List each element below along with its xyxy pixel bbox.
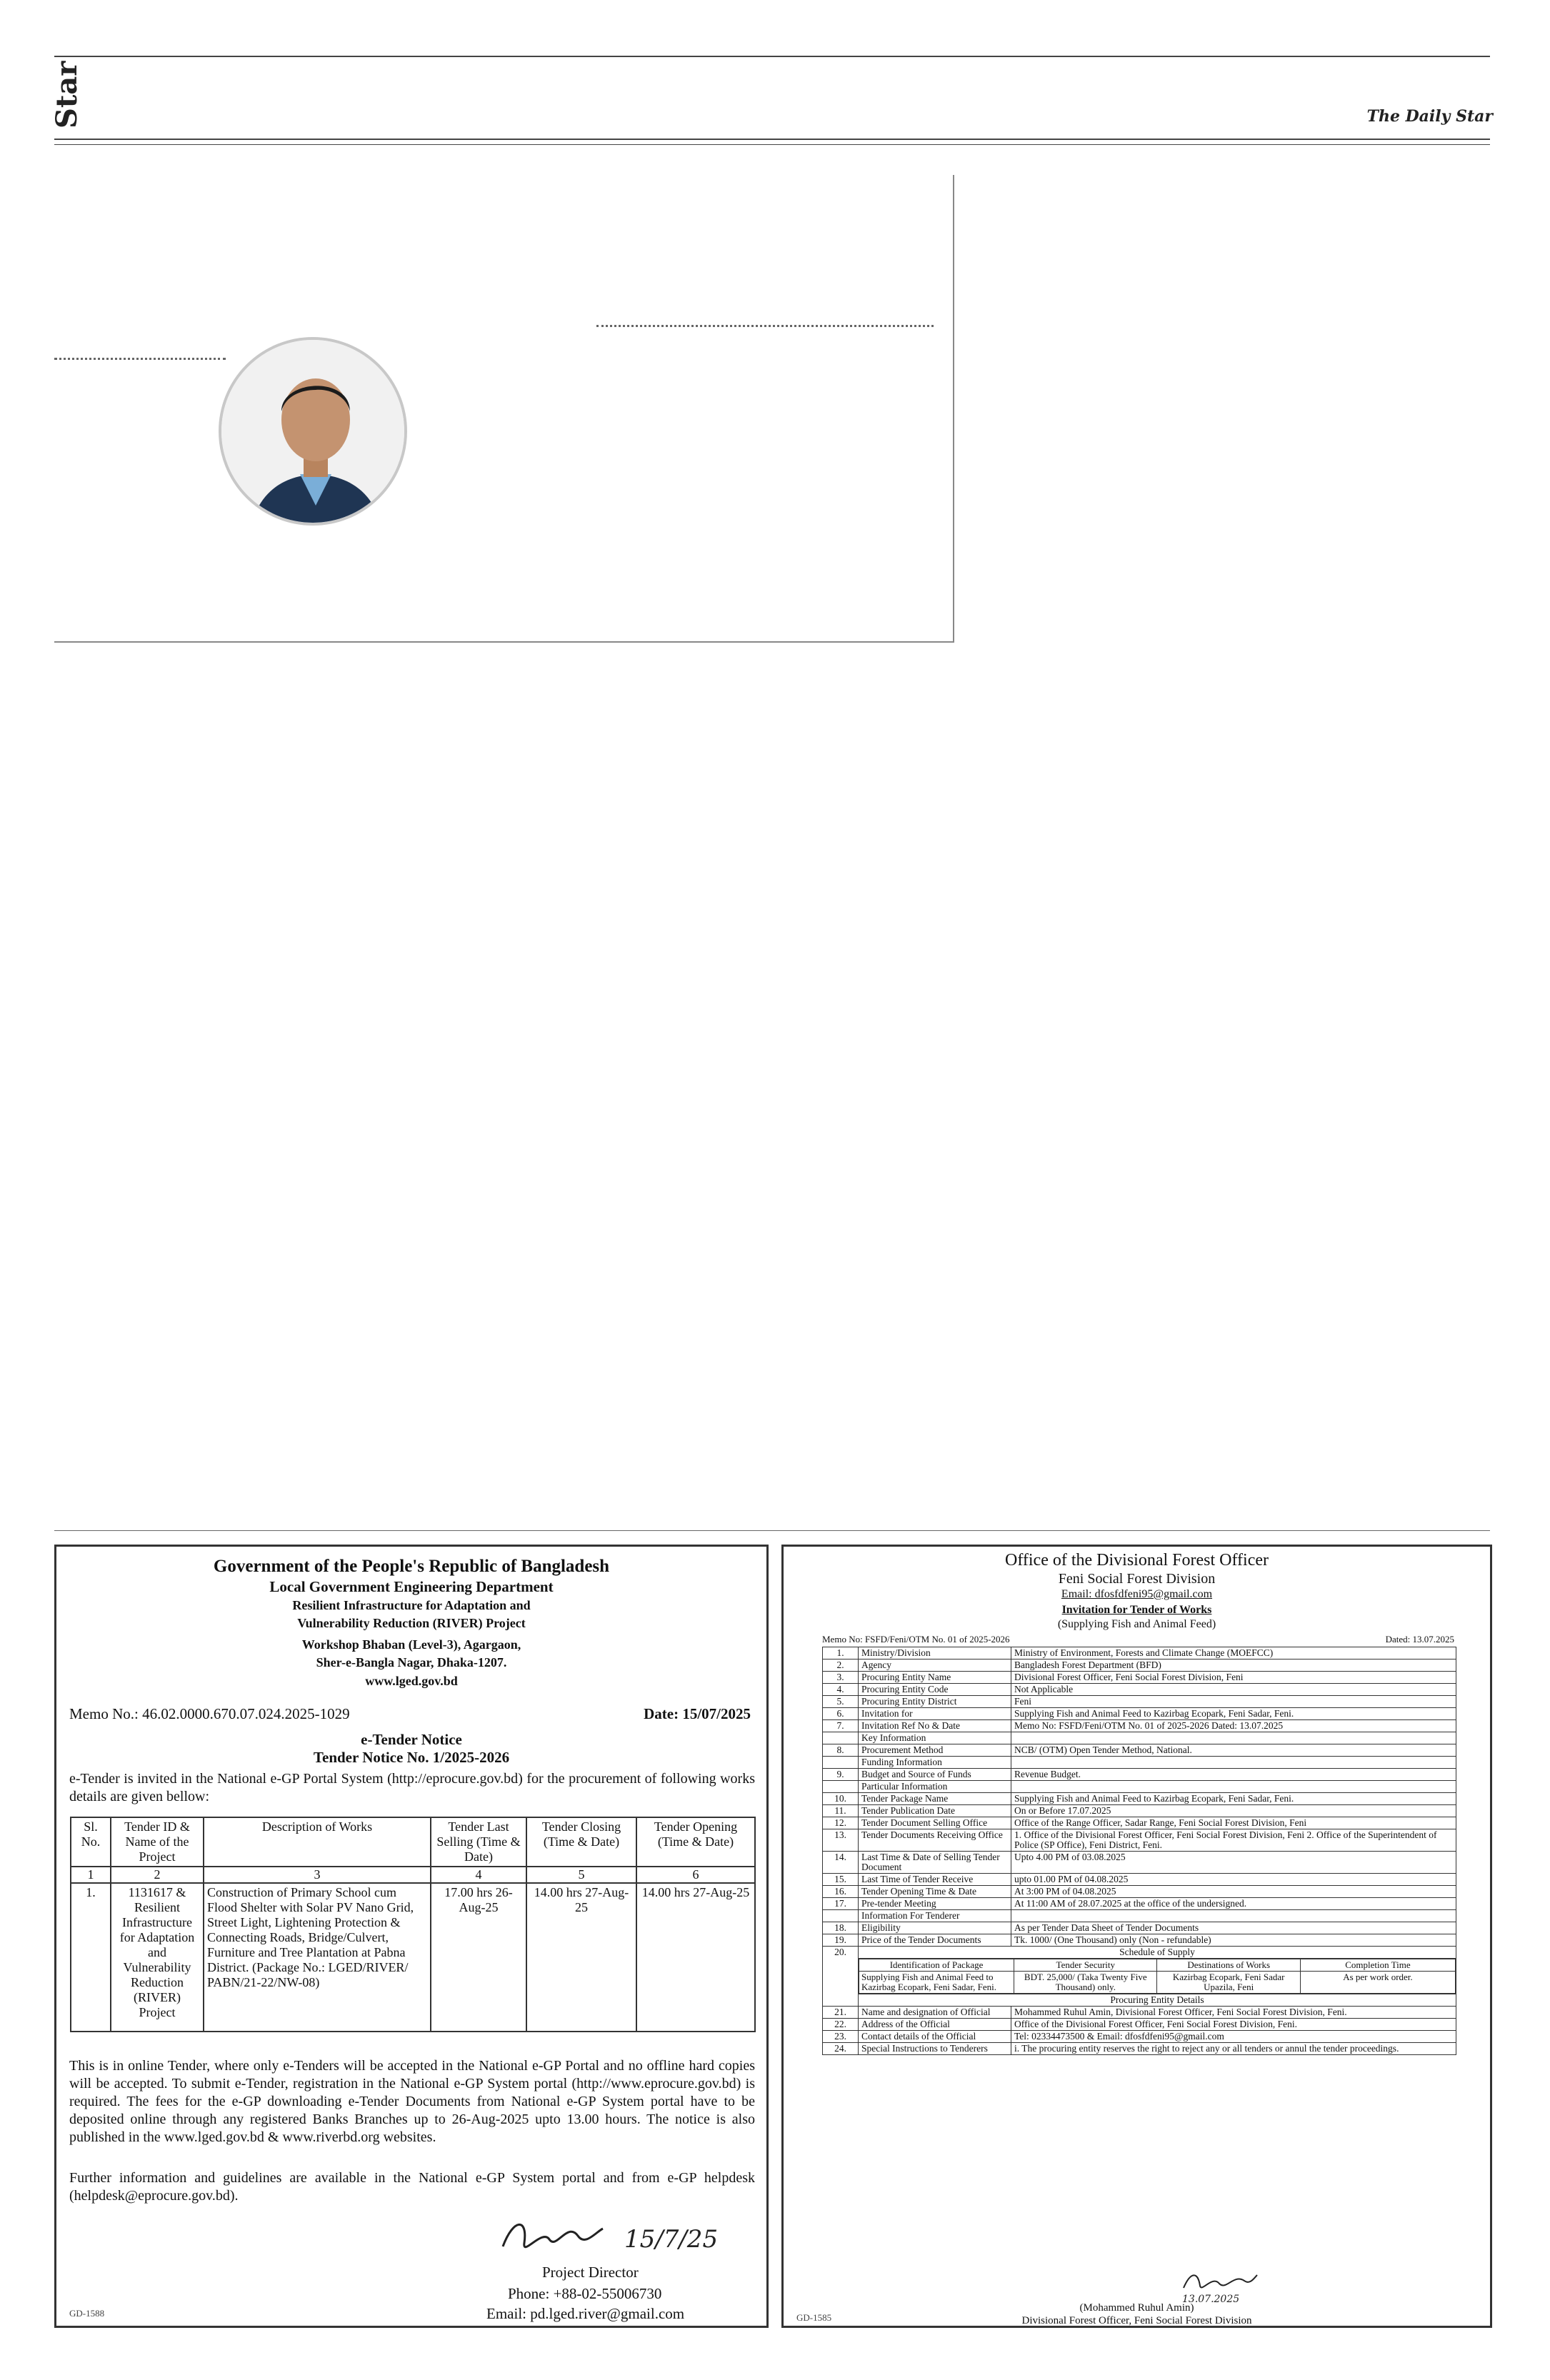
cell-description: Construction of Primary School cum Flood Shelter with Solar PV Nano Grid, Street Light, Lightening Protection & Connecting Roads, Bridge/Culvert, Furniture and Tree Plantation at Pabna District. (Package No.: LGED/RIVER/ PABN/21-22/NW-08)	[204, 1883, 431, 2032]
cell-sl: 22.	[823, 2019, 859, 2031]
lged-email: Email: pd.lged.river@gmail.com	[486, 2305, 685, 2322]
cell-label: Special Instructions to Tenderers	[859, 2043, 1011, 2055]
forest-table-row	[823, 1732, 1456, 1744]
schedule-title: Schedule of Supply	[859, 1947, 1456, 1959]
cell-sl: 14.	[823, 1852, 859, 1874]
forest-memo: Memo No: FSFD/Feni/OTM No. 01 of 2025-2026	[822, 1634, 1010, 1645]
lged-para1: This is in online Tender, where only e-Tenders will be accepted in the National e-GP Portal and no offline hard copies will be accepted. To submit e-Tender, registration in the National e-GP System portal (http://www.eprocure.gov.bd) is required. The fees for the e-GP downloading e-Tender Documents from National e-GP System portal have to be deposited online through any registered Banks Branches up to 26-Aug-2025 upto 13.00 hours. The notice is also published in the www.lged.gov.bd & www.riverbd.org websites.	[69, 2058, 755, 2145]
forest-table-row	[823, 1934, 1456, 1947]
cell-label: Pre-tender Meeting	[859, 1898, 1011, 1910]
cell-value	[1011, 1910, 1456, 1922]
cell-value: Mohammed Ruhul Amin, Divisional Forest Officer, Feni Social Forest Division, Feni.	[1011, 2007, 1456, 2019]
cell-sl: 13.	[823, 1829, 859, 1852]
forest-table-row	[823, 1708, 1456, 1720]
schedule-header: Completion Time	[1300, 1959, 1455, 1972]
lged-para2: Further information and guidelines are available in the National e-GP System portal and from e-GP helpdesk (helpdesk@eprocure.gov.bd).	[69, 2170, 755, 2204]
col-header-description: Description of Works	[204, 1817, 431, 1867]
cell-sl	[823, 1732, 859, 1744]
cell-label: Contact details of the Official	[859, 2031, 1011, 2043]
col-header-project: Tender ID & Name of the Project	[111, 1817, 204, 1867]
lged-website: www.lged.gov.bd	[365, 1674, 458, 1688]
col-number: 1	[71, 1867, 111, 1883]
cell-label: Tender Publication Date	[859, 1805, 1011, 1817]
cell-label: Invitation for	[859, 1708, 1011, 1720]
cell-label: Price of the Tender Documents	[859, 1934, 1011, 1947]
forest-table-row	[823, 1910, 1456, 1922]
cell-value: Supplying Fish and Animal Feed to Kazirbag Ecopark, Feni Sadar, Feni.	[1011, 1708, 1456, 1720]
cell-sl: 15.	[823, 1874, 859, 1886]
lged-memo: Memo No.: 46.02.0000.670.07.024.2025-1029	[69, 1705, 350, 1722]
cell-value: Office of the Range Officer, Sadar Range, Feni Social Forest Division, Feni	[1011, 1817, 1456, 1829]
col-number: 3	[204, 1867, 431, 1883]
cell-label: Name and designation of Official	[859, 2007, 1011, 2019]
lged-intro: e-Tender is invited in the National e-GP Portal System (http://eprocure.gov.bd) for the procurement of following works details are given bellow:	[69, 1771, 755, 1804]
star-logo: Star	[50, 61, 84, 129]
cell-sl: 9.	[823, 1769, 859, 1781]
divider-dotted-right	[596, 325, 934, 327]
forest-info-table	[822, 1647, 1456, 2055]
ads-top-rule	[54, 1530, 1490, 1531]
cell-label: Invitation Ref No & Date	[859, 1720, 1011, 1732]
cell-value: 1. Office of the Divisional Forest Officer, Feni Social Forest Division, Feni 2. Office of the Superintendent of Police (SP Office), Feni District, Feni.	[1011, 1829, 1456, 1852]
col-number: 6	[636, 1867, 755, 1883]
forest-dated: Dated: 13.07.2025	[1385, 1634, 1454, 1645]
cell-sl: 17.	[823, 1898, 859, 1910]
forest-table-row	[823, 1781, 1456, 1793]
forest-signatory-name: (Mohammed Ruhul Amin)	[1079, 2302, 1194, 2314]
col-header-last-selling: Tender Last Selling (Time & Date)	[431, 1817, 526, 1867]
cell-value: Bangladesh Forest Department (BFD)	[1011, 1660, 1456, 1672]
cell-label: Funding Information	[859, 1757, 1011, 1769]
cell-sl: 8.	[823, 1744, 859, 1757]
cell-label: Information For Tenderer	[859, 1910, 1011, 1922]
forest-table-row	[823, 1647, 1456, 1660]
cell-value: Supplying Fish and Animal Feed to Kazirbag Ecopark, Feni Sadar, Feni.	[1011, 1793, 1456, 1805]
article-area	[54, 175, 954, 643]
lged-gd-code: GD-1588	[69, 2308, 105, 2319]
schedule-header: Destinations of Works	[1157, 1959, 1300, 1972]
col-header-opening: Tender Opening (Time & Date)	[636, 1817, 755, 1867]
cell-label: Agency	[859, 1660, 1011, 1672]
cell-value: Office of the Divisional Forest Officer, Feni Social Forest Division, Feni.	[1011, 2019, 1456, 2031]
cell-value: At 11:00 AM of 28.07.2025 at the office of the undersigned.	[1011, 1898, 1456, 1910]
forest-table-row	[823, 1874, 1456, 1886]
lged-phone: Phone: +88-02-55006730	[508, 2285, 662, 2302]
forest-table-row	[823, 1886, 1456, 1898]
forest-table-row	[823, 2007, 1456, 2019]
cell-value: Revenue Budget.	[1011, 1769, 1456, 1781]
lged-org-title: Government of the People's Republic of Bangladesh	[213, 1557, 610, 1576]
cell-sl: 4.	[823, 1684, 859, 1696]
schedule-header: Identification of Package	[859, 1959, 1014, 1972]
lged-signatory: Project Director	[542, 2264, 639, 2281]
cell-sl: 11.	[823, 1805, 859, 1817]
cell-label: Address of the Official	[859, 2019, 1011, 2031]
cell-label: Budget and Source of Funds	[859, 1769, 1011, 1781]
cell-value: Feni	[1011, 1696, 1456, 1708]
forest-table-row	[823, 1805, 1456, 1817]
cell-sl	[823, 1910, 859, 1922]
cell-value	[1011, 1732, 1456, 1744]
lged-signature-date: 15/7/25	[624, 2225, 719, 2254]
col-header-sl: Sl. No.	[71, 1817, 111, 1867]
cell-label: Procurement Method	[859, 1744, 1011, 1757]
forest-office: Office of the Divisional Forest Officer	[1004, 1551, 1269, 1570]
cell-label: Last Time of Tender Receive	[859, 1874, 1011, 1886]
forest-table-row	[823, 1817, 1456, 1829]
cell-sl: 16.	[823, 1886, 859, 1898]
cell-value: Divisional Forest Officer, Feni Social Forest Division, Feni	[1011, 1672, 1456, 1684]
cell-sl: 10.	[823, 1793, 859, 1805]
cell-sl: 1.	[71, 1883, 111, 2032]
forest-table-row	[823, 1696, 1456, 1708]
forest-table-row	[823, 1744, 1456, 1757]
schedule-header: Tender Security	[1014, 1959, 1157, 1972]
forest-invitation: Invitation for Tender of Works	[1061, 1604, 1212, 1616]
forest-gd-code: GD-1585	[796, 2312, 832, 2323]
cell-value: Upto 4.00 PM of 03.08.2025	[1011, 1852, 1456, 1874]
daily-star-wordmark: The Daily Star	[1366, 107, 1493, 126]
cell-sl: 24.	[823, 2043, 859, 2055]
cell-last-selling: 17.00 hrs 26-Aug-25	[431, 1883, 526, 2032]
forest-table-row	[823, 1684, 1456, 1696]
cell-label: Tender Package Name	[859, 1793, 1011, 1805]
cell-value: Not Applicable	[1011, 1684, 1456, 1696]
cell-label: Ministry/Division	[859, 1647, 1011, 1660]
forest-table-row	[823, 1898, 1456, 1910]
cell-value: Memo No: FSFD/Feni/OTM No. 01 of 2025-2026 Dated: 13.07.2025	[1011, 1720, 1456, 1732]
cell-sl: 23.	[823, 2031, 859, 2043]
forest-invitation-sub: (Supplying Fish and Animal Feed)	[1057, 1618, 1216, 1630]
cell-label: Procuring Entity Code	[859, 1684, 1011, 1696]
cell-sl: 1.	[823, 1647, 859, 1660]
forest-table-row	[823, 1757, 1456, 1769]
schedule-cell: BDT. 25,000/ (Taka Twenty Five Thousand) only.	[1014, 1972, 1157, 1994]
cell-value: i. The procuring entity reserves the right to reject any or all tenders or annul the tender proceedings.	[1011, 2043, 1456, 2055]
col-number: 5	[526, 1867, 636, 1883]
cell-label: Eligibility	[859, 1922, 1011, 1934]
cell-sl: 3.	[823, 1672, 859, 1684]
forest-table-row	[823, 2031, 1456, 2043]
cell-sl	[823, 1781, 859, 1793]
cell-sl: 2.	[823, 1660, 859, 1672]
forest-signature-date: 13.07.2025	[1182, 2294, 1240, 2305]
forest-table-row	[823, 1852, 1456, 1874]
forest-table-row	[823, 1660, 1456, 1672]
lged-tender-notice	[54, 1545, 769, 2328]
forest-table-row	[823, 1793, 1456, 1805]
cell-label: Tender Opening Time & Date	[859, 1886, 1011, 1898]
cell-value: upto 01.00 PM of 04.08.2025	[1011, 1874, 1456, 1886]
cell-closing: 14.00 hrs 27-Aug-25	[526, 1883, 636, 2032]
divider-dotted-left	[54, 358, 226, 360]
lged-dept: Local Government Engineering Department	[269, 1578, 554, 1595]
cell-sl: 5.	[823, 1696, 859, 1708]
schedule-table	[859, 1959, 1456, 1994]
lged-address2: Sher-e-Bangla Nagar, Dhaka-1207.	[316, 1655, 507, 1669]
cell-sl: 18.	[823, 1922, 859, 1934]
forest-table-row	[823, 1769, 1456, 1781]
masthead-rule-2	[54, 144, 1490, 145]
cell-value: Tel: 02334473500 & Email: dfosfdfeni95@gmail.com	[1011, 2031, 1456, 2043]
author-photo	[219, 337, 407, 526]
cell-label: Procuring Entity District	[859, 1696, 1011, 1708]
cell-value	[1011, 1781, 1456, 1793]
lged-works-table	[70, 1817, 756, 2032]
lged-notice-no: Tender Notice No. 1/2025-2026	[313, 1749, 510, 1766]
masthead-rule-1	[54, 139, 1490, 140]
forest-email: Email: dfosfdfeni95@gmail.com	[1061, 1588, 1213, 1600]
cell-project: 1131617 & Resilient Infrastructure for Adaptation and Vulnerability Reduction (RIVER) Project	[111, 1883, 204, 2032]
lged-project-line2: Vulnerability Reduction (RIVER) Project	[297, 1616, 526, 1630]
schedule-cell: As per work order.	[1300, 1972, 1455, 1994]
forest-table-row	[823, 1672, 1456, 1684]
cell-sl: 20.	[823, 1947, 859, 2007]
cell-value: Tk. 1000/ (One Thousand) only (Non - refundable)	[1011, 1934, 1456, 1947]
cell-value: On or Before 17.07.2025	[1011, 1805, 1456, 1817]
lged-notice-title: e-Tender Notice	[361, 1731, 462, 1748]
col-header-closing: Tender Closing (Time & Date)	[526, 1817, 636, 1867]
lged-project-line1: Resilient Infrastructure for Adaptation and	[292, 1598, 531, 1612]
forest-table-row	[823, 2043, 1456, 2055]
cell-label: Tender Documents Receiving Office	[859, 1829, 1011, 1852]
cell-sl: 7.	[823, 1720, 859, 1732]
cell-value: As per Tender Data Sheet of Tender Documents	[1011, 1922, 1456, 1934]
forest-table-row	[823, 1720, 1456, 1732]
forest-table-row	[823, 1829, 1456, 1852]
cell-label: Tender Document Selling Office	[859, 1817, 1011, 1829]
forest-signatory-title: Divisional Forest Officer, Feni Social Forest Division	[1021, 2315, 1252, 2326]
cell-sl: 21.	[823, 2007, 859, 2019]
cell-value: NCB/ (OTM) Open Tender Method, National.	[1011, 1744, 1456, 1757]
cell-value: At 3:00 PM of 04.08.2025	[1011, 1886, 1456, 1898]
lged-signature	[499, 2214, 606, 2271]
cell-sl: 12.	[823, 1817, 859, 1829]
cell-label: Particular Information	[859, 1781, 1011, 1793]
cell-sl: 6.	[823, 1708, 859, 1720]
cell-sl	[823, 1757, 859, 1769]
schedule-cell: Supplying Fish and Animal Feed to Kazirbag Ecopark, Feni Sadar, Feni.	[859, 1972, 1014, 1994]
top-rule	[54, 56, 1490, 57]
schedule-cell: Kazirbag Ecopark, Feni Sadar Upazila, Feni	[1157, 1972, 1300, 1994]
lged-date: Date: 15/07/2025	[644, 1705, 751, 1722]
cell-sl: 19.	[823, 1934, 859, 1947]
cell-label: Key Information	[859, 1732, 1011, 1744]
cell-label: Last Time & Date of Selling Tender Document	[859, 1852, 1011, 1874]
forest-table-row	[823, 2019, 1456, 2031]
col-number: 4	[431, 1867, 526, 1883]
forest-table-row	[823, 1922, 1456, 1934]
forest-tender-notice	[781, 1545, 1492, 2328]
cell-value: Ministry of Environment, Forests and Climate Change (MOEFCC)	[1011, 1647, 1456, 1660]
cell-opening: 14.00 hrs 27-Aug-25	[636, 1883, 755, 2032]
lged-address1: Workshop Bhaban (Level-3), Agargaon,	[301, 1637, 521, 1652]
cell-value	[1011, 1757, 1456, 1769]
forest-division: Feni Social Forest Division	[1058, 1571, 1216, 1587]
entity-details-title: Procuring Entity Details	[859, 1994, 1456, 2006]
cell-label: Procuring Entity Name	[859, 1672, 1011, 1684]
col-number: 2	[111, 1867, 204, 1883]
